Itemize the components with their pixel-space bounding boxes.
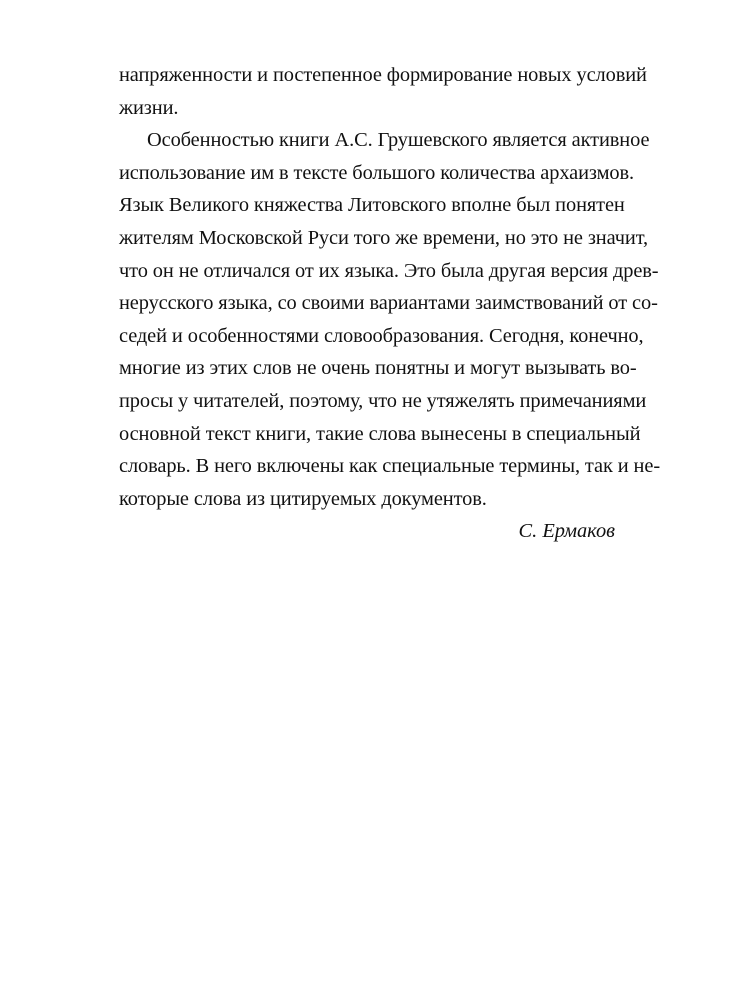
text-line: многие из этих слов не очень понятны и могут вызывать во- <box>119 357 637 380</box>
text-line: использование им в тексте большого количества архаизмов. <box>119 161 635 184</box>
text-line: жизни. <box>119 96 179 119</box>
text-line: Особенностью книги А.С. Грушевского является активное <box>147 129 650 152</box>
document-page <box>119 59 661 548</box>
paragraph-continued <box>119 59 647 124</box>
text-line: что он не отличался от их языка. Это была другая версия древ- <box>119 259 659 282</box>
text-line: основной текст книги, такие слова вынесены в специальный <box>119 422 641 445</box>
paragraph-main <box>119 124 661 515</box>
text-line: нерусского языка, со своими вариантами заимствований от со- <box>119 292 658 315</box>
text-line: которые слова из цитируемых документов. <box>119 487 487 510</box>
text-line: Язык Великого княжества Литовского вполне был понятен <box>119 194 625 217</box>
text-line: просы у читателей, поэтому, что не утяжелять примечаниями <box>119 389 647 412</box>
text-line: словарь. В него включены как специальные термины, так и не- <box>119 455 661 478</box>
text-line: напряженности и постепенное формирование новых условий <box>119 64 647 86</box>
author-signature: С. Ермаков <box>518 520 615 543</box>
text-line: седей и особенностями словообразования. Сегодня, конечно, <box>119 324 644 347</box>
text-line: жителям Московской Руси того же времени, но это не значит, <box>119 226 648 249</box>
